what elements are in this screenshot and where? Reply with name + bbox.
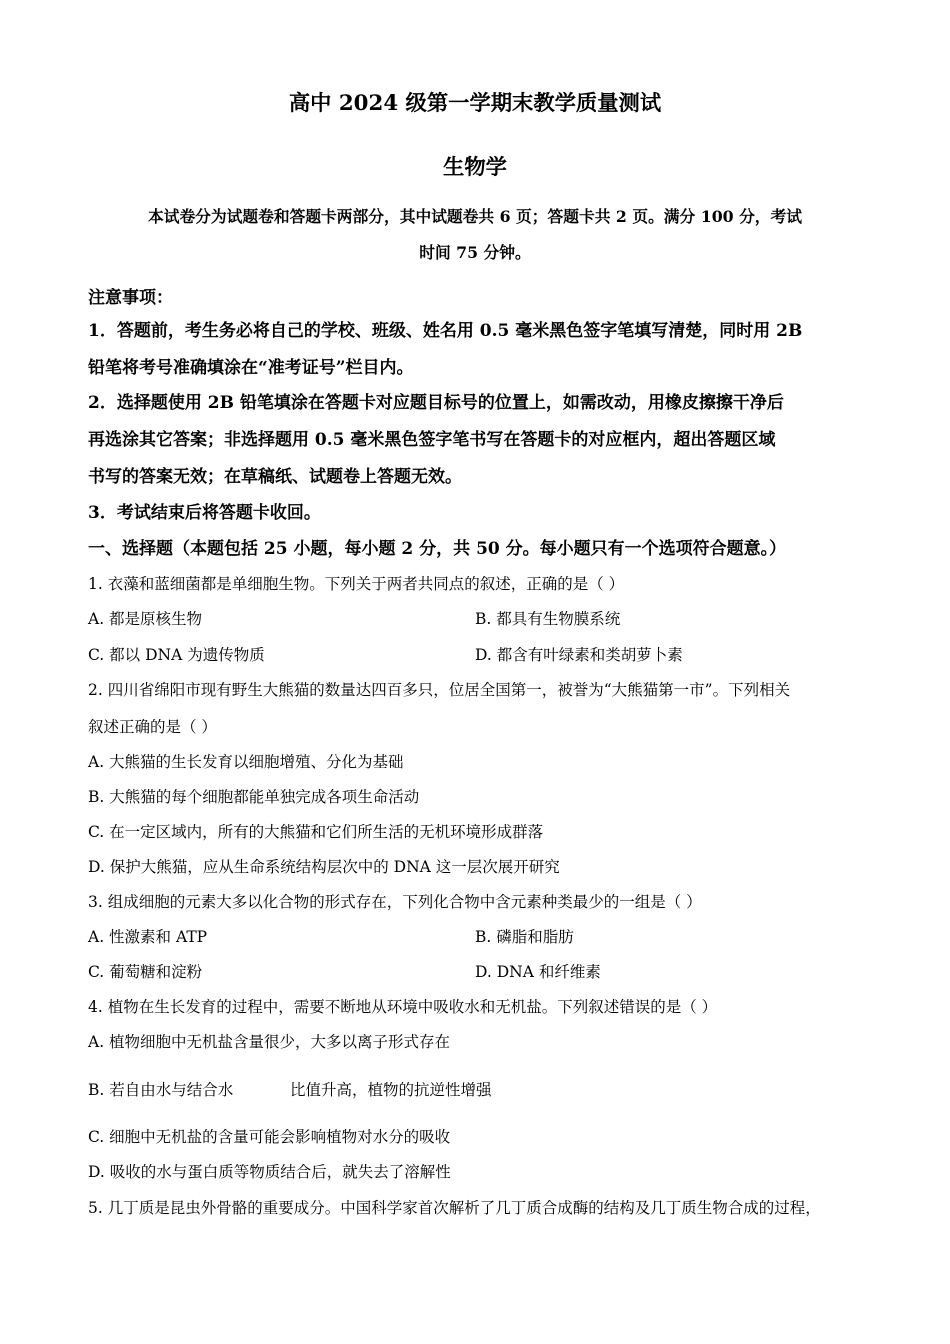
question-3-option-b: B. 磷脂和脂肪 bbox=[475, 928, 574, 946]
note-2-line-2: 再选涂其它答案；非选择题用 0.5 毫米黑色签字笔书写在答题卡的对应框内，超出答题区域 bbox=[88, 430, 776, 450]
note-1-line-2: 铅笔将考号准确填涂在“准考证号”栏目内。 bbox=[88, 358, 414, 378]
question-4-option-c: C. 细胞中无机盐的含量可能会影响植物对水分的吸收 bbox=[88, 1128, 451, 1146]
question-2-option-c: C. 在一定区域内，所有的大熊猫和它们所生活的无机环境形成群落 bbox=[88, 823, 544, 841]
question-3-stem: 3. 组成细胞的元素大多以化合物的形式存在，下列化合物中含元素种类最少的一组是（ ） bbox=[88, 893, 702, 911]
question-4-option-d: D. 吸收的水与蛋白质等物质结合后，就失去了溶解性 bbox=[88, 1163, 451, 1181]
question-2-option-b: B. 大熊猫的每个细胞都能单独完成各项生命活动 bbox=[88, 788, 420, 806]
question-1-option-a: A. 都是原核生物 bbox=[88, 610, 203, 628]
question-4-option-b-part-2: 比值升高，植物的抗逆性增强 bbox=[290, 1081, 492, 1099]
note-1-line-1: 1．答题前，考生务必将自己的学校、班级、姓名用 0.5 毫米黑色签字笔填写清楚，同时用 2B bbox=[88, 321, 803, 341]
question-4-option-a: A. 植物细胞中无机盐含量很少，大多以离子形式存在 bbox=[88, 1033, 451, 1051]
question-5-stem-line-1: 5. 几丁质是昆虫外骨骼的重要成分。中国科学家首次解析了几丁质合成酶的结构及几丁质生物合成的过程， bbox=[88, 1199, 821, 1217]
note-2-line-3: 书写的答案无效；在草稿纸、试题卷上答题无效。 bbox=[88, 467, 462, 487]
section-heading: 一、选择题（本题包括 25 小题，每小题 2 分，共 50 分。每小题只有一个选项符合题意。） bbox=[88, 539, 787, 559]
notes-heading: 注意事项： bbox=[88, 288, 173, 308]
note-3: 3．考试结束后将答题卡收回。 bbox=[88, 503, 321, 523]
note-2-line-1: 2．选择题使用 2B 铅笔填涂在答题卡对应题目标号的位置上，如需改动，用橡皮擦擦干净后 bbox=[88, 393, 784, 413]
question-4-stem: 4. 植物在生长发育的过程中，需要不断地从环境中吸收水和无机盐。下列叙述错误的是（ ） bbox=[88, 998, 718, 1016]
question-1-stem: 1. 衣藻和蓝细菌都是单细胞生物。下列关于两者共同点的叙述，正确的是（ ） bbox=[88, 575, 625, 593]
question-2-stem-line-1: 2. 四川省绵阳市现有野生大熊猫的数量达四百多只，位居全国第一，被誉为“大熊猫第一市”。下列相关 bbox=[88, 681, 791, 699]
question-2-option-a: A. 大熊猫的生长发育以细胞增殖、分化为基础 bbox=[88, 753, 404, 771]
intro-line-2: 时间 75 分钟。 bbox=[419, 243, 531, 262]
question-4-option-b-part-1: B. 若自由水与结合水 bbox=[88, 1081, 234, 1099]
question-3-option-a: A. 性激素和 ATP bbox=[88, 928, 208, 946]
intro-line-1: 本试卷分为试题卷和答题卡两部分，其中试题卷共 6 页；答题卡共 2 页。满分 100 分，考试 bbox=[147, 207, 803, 226]
question-3-option-d: D. DNA 和纤维素 bbox=[475, 963, 601, 981]
question-2-stem-line-2: 叙述正确的是（ ） bbox=[88, 718, 217, 736]
question-1-option-c: C. 都以 DNA 为遗传物质 bbox=[88, 646, 265, 664]
question-1-option-d: D. 都含有叶绿素和类胡萝卜素 bbox=[475, 646, 683, 664]
question-2-option-d: D. 保护大熊猫，应从生命系统结构层次中的 DNA 这一层次展开研究 bbox=[88, 858, 560, 876]
exam-title: 高中 2024 级第一学期末教学质量测试 bbox=[288, 91, 662, 116]
question-1-option-b: B. 都具有生物膜系统 bbox=[475, 610, 621, 628]
question-3-option-c: C. 葡萄糖和淀粉 bbox=[88, 963, 203, 981]
subject-title: 生物学 bbox=[443, 155, 507, 180]
